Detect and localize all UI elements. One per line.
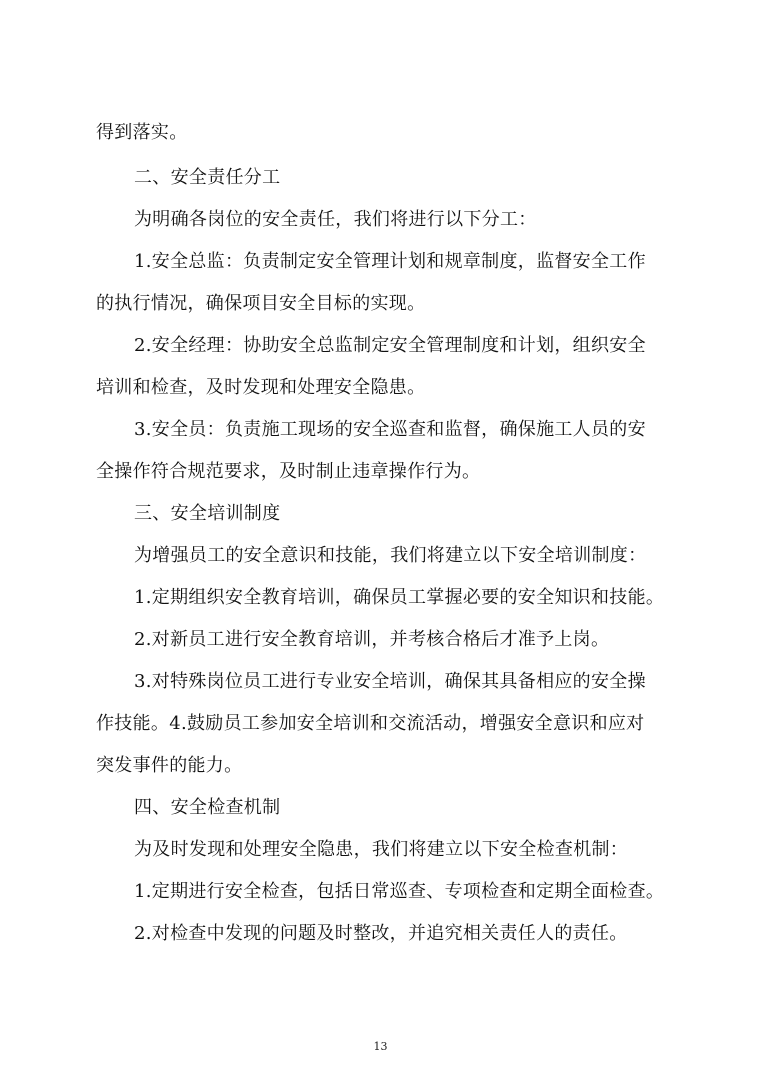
list-item-training-2: 2.对新员工进行安全教育培训，并考核合格后才准予上岗。 — [134, 629, 610, 650]
section-heading-training: 三、安全培训制度 — [134, 503, 281, 524]
paragraph-intro-inspection: 为及时发现和处理安全隐患，我们将建立以下安全检查机制： — [134, 839, 629, 860]
paragraph-intro-responsibility: 为明确各岗位的安全责任，我们将进行以下分工： — [134, 209, 537, 230]
list-item-safety-director: 1.安全总监：负责制定安全管理计划和规章制度，监督安全工作 — [134, 251, 646, 272]
list-item-safety-officer-cont: 全操作符合规范要求，及时制止违章操作行为。 — [96, 461, 481, 482]
list-item-safety-officer: 3.安全员：负责施工现场的安全巡查和监督，确保施工人员的安 — [134, 419, 646, 440]
list-item-training-1: 1.定期组织安全教育培训，确保员工掌握必要的安全知识和技能。 — [134, 587, 665, 608]
paragraph-intro-training: 为增强员工的安全意识和技能，我们将建立以下安全培训制度： — [134, 545, 647, 566]
list-item-safety-manager: 2.安全经理：协助安全总监制定安全管理制度和计划，组织安全 — [134, 335, 646, 356]
section-heading-responsibility: 二、安全责任分工 — [134, 167, 281, 188]
list-item-training-3-cont: 作技能。4.鼓励员工参加安全培训和交流活动，增强安全意识和应对 — [96, 713, 645, 734]
list-item-safety-director-cont: 的执行情况，确保项目安全目标的实现。 — [96, 293, 426, 314]
paragraph-continuation: 得到落实。 — [96, 122, 188, 143]
list-item-training-3: 3.对特殊岗位员工进行专业安全培训，确保其具备相应的安全操 — [134, 671, 646, 692]
list-item-inspection-2: 2.对检查中发现的问题及时整改，并追究相关责任人的责任。 — [134, 923, 628, 944]
section-heading-inspection: 四、安全检查机制 — [134, 797, 281, 818]
list-item-inspection-1: 1.定期进行安全检查，包括日常巡查、专项检查和定期全面检查。 — [134, 881, 665, 902]
list-item-training-4-cont: 突发事件的能力。 — [96, 755, 243, 776]
list-item-safety-manager-cont: 培训和检查，及时发现和处理安全隐患。 — [96, 377, 426, 398]
page-number: 13 — [373, 1040, 388, 1053]
